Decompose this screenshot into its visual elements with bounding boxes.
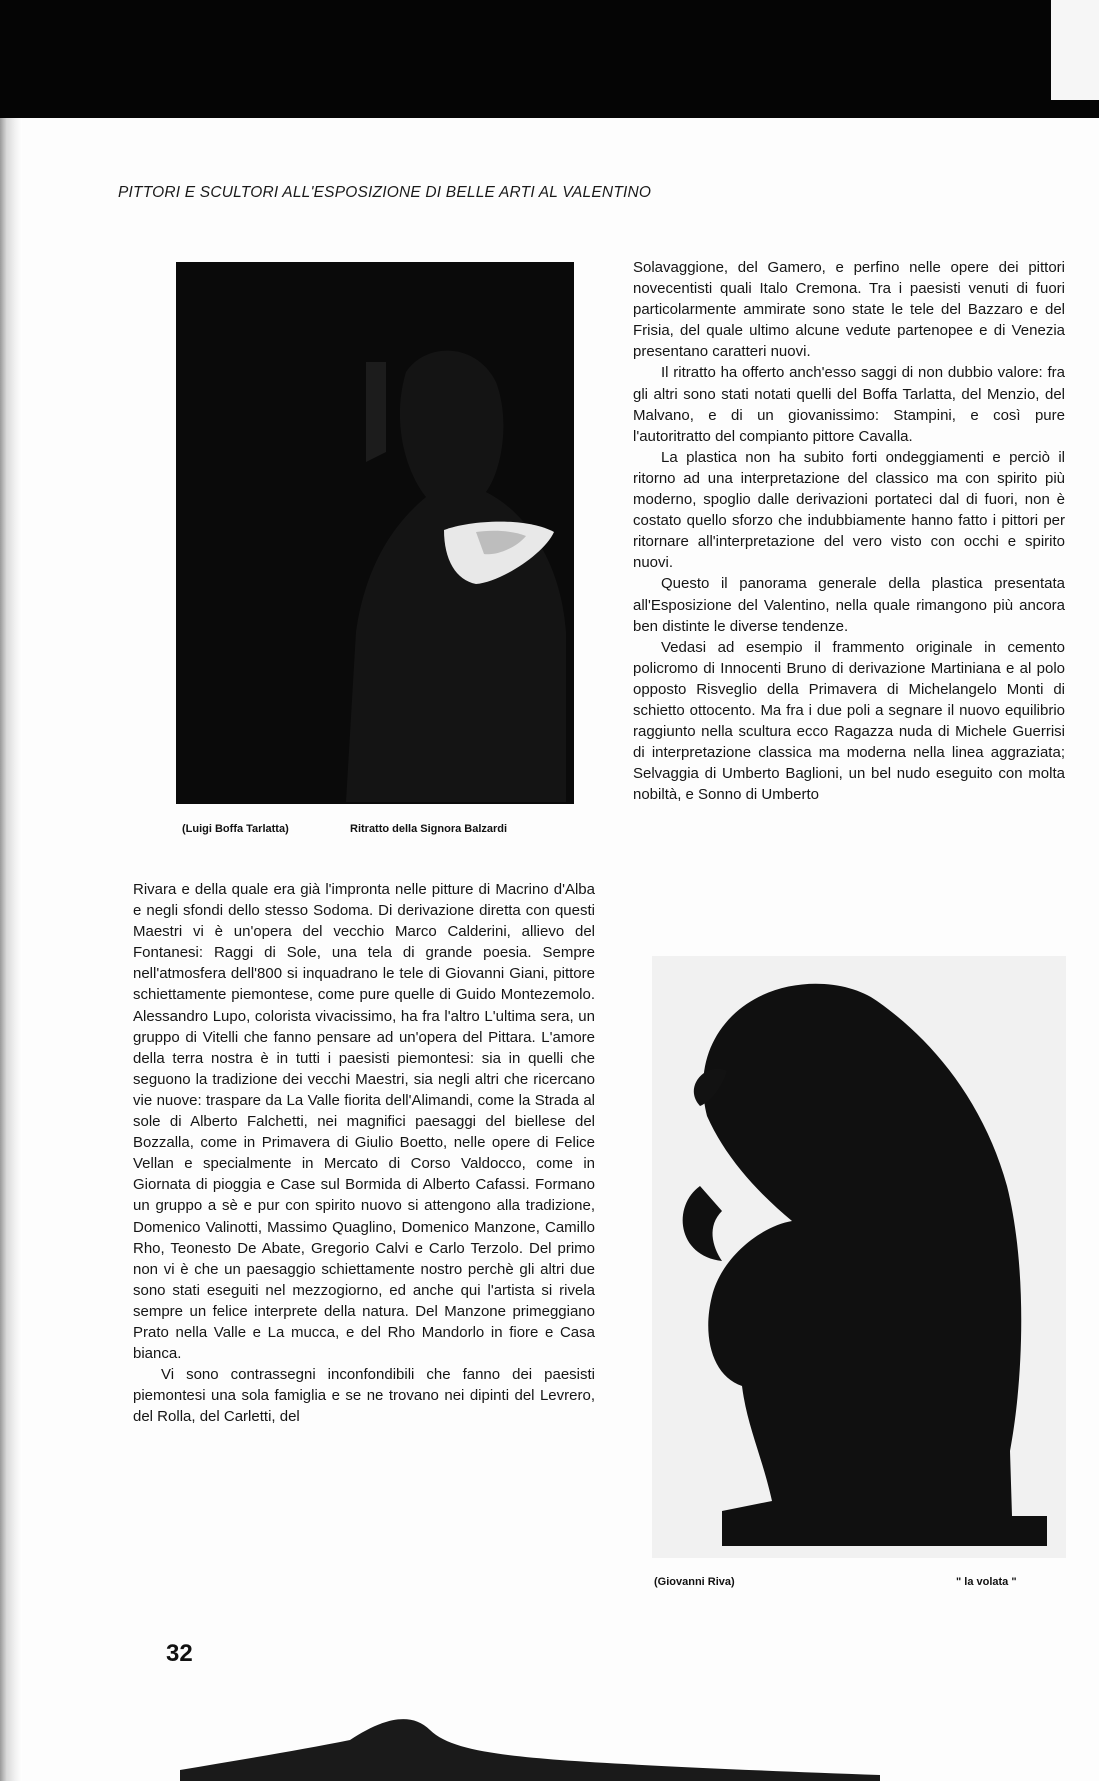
paragraph: Vi sono contrassegni inconfondibili che fanno dei paesisti piemontesi una sola famiglia e se ne trovano nei dipinti del Levrero, del Rolla, del Carletti, del xyxy=(133,1366,595,1426)
sculpture-figure-image xyxy=(652,956,1066,1558)
sculpture-caption-author: (Giovanni Riva) xyxy=(654,1576,735,1588)
paragraph: Vedasi ad esempio il frammento originale in cemento policromo di Innocenti Bruno di derivazione Martiniana e al polo opposto Risveglio della Primavera di Michelangelo Monti di schietto ottocento. Ma fra i due poli a segnare il nuovo equilibrio raggiunto nella scultura ecco Ragazza nuda di Michele Guerrisi di interpretazione classica ma moderna nella linea aggraziata; Selvaggia di Umberto Baglioni, un bel nudo eseguito con molta nobiltà, e Sonno di Umberto xyxy=(633,638,1065,804)
paragraph: La plastica non ha subito forti ondeggiamenti e perciò il ritorno ad una interpretazione del classico ma con spirito più moderno, spoglio dalle derivazioni portateci dal di fuori, non è costato quello sforzo che indubbiamente hanno fatto i pittori per ritornare all'interpretazione del vero visto con occhi e spirito nuovi. xyxy=(633,448,1065,572)
right-column-text xyxy=(633,257,1065,805)
portrait-caption-title: Ritratto della Signora Balzardi xyxy=(350,823,508,835)
paragraph: Il ritratto ha offerto anch'esso saggi di non dubbio valore: fra gli altri sono stati notati quelli del Boffa Tarlatta, del Menzio, del Malvano, e di un giovanissimo: Stampini, e così pure l'autoritratto del compianto pittore Cavalla. xyxy=(633,364,1065,445)
paragraph: Questo il panorama generale della plastica presentata all'Esposizione del Valentino, nella quale rimangono più ancora ben distinte le diverse tendenze. xyxy=(633,575,1065,635)
scanner-top-border xyxy=(0,0,1099,118)
paragraph: Solavaggione, del Gamero, e perfino nelle opere dei pittori novecentisti quali Italo Cremona. Tra i paesisti venuti di fuori particolarmente ammirate sono state le tele del Bazzaro e del Frisia, del quale ultimo alcune vedute partenopee e di Venezia presentano caratteri nuovi. xyxy=(633,259,1065,361)
running-title: PITTORI E SCULTORI ALL'ESPOSIZIONE DI BELLE ARTI AL VALENTINO xyxy=(118,184,652,201)
bottom-scan-shadow xyxy=(180,1700,880,1781)
page-number: 32 xyxy=(166,1640,193,1667)
portrait-caption-author: (Luigi Boffa Tarlatta) xyxy=(182,823,289,835)
portrait-figure-image xyxy=(326,332,566,802)
sculpture-photo xyxy=(652,956,1066,1558)
paragraph: Rivara e della quale era già l'impronta nelle pitture di Macrino d'Alba e negli sfondi dello stesso Sodoma. Di derivazione diretta con questi Maestri vi è un'opera del vecchio Marco Calderini, allievo del Fontanesi: Raggi di Sole, una tela di grande poesia. Sempre nell'atmosfera dell'800 si inquadrano le tele di Giovanni Giani, pittore schiettamente piemontese, come pure quelle di Guido Montezemolo. Alessandro Lupo, colorista vivacissimo, ha fra l'altro L'ultima sera, un gruppo di Vitelli che fanno pensare ad un'opera del Pittara. L'amore della terra nostra è in tutti i paesisti piemontesi: sia in quelli che seguono la tradizione dei vecchi Maestri, sia negli altri che ricercano vie nuove: traspare da La Valle fiorita dell'Alimandi, come la Strada al sole di Alberto Falchetti, nei magnifici paesaggi del biellese del Bozzalla, come in Primavera di Giulio Boetto, nelle opere di Felice Vellan e specialmente in Mercato di Corso Valdocco, come in Giornata di pioggia e Case sul Bormida di Alberto Cafassi. Formano un gruppo a sè e pur con spirito nuovo si attengono alla tradizione, Domenico Valinotti, Massimo Quaglino, Domenico Manzone, Camillo Rho, Teonesto De Abate, Gregorio Calvi e Carlo Terzolo. Del primo non vi è che un paesaggio schiettamente nostro perchè gli altri due sono stati eseguiti nel mezzogiorno, ed anche qui l'artista si rivela sempre un felice interprete della natura. Del Manzone primeggiano Prato nella Valle e La mucca, e del Rho Mandorlo in fiore e Casa bianca. xyxy=(133,881,595,1363)
page-gutter-shadow xyxy=(0,118,22,1781)
sculpture-caption-title: " la volata " xyxy=(956,1576,1017,1588)
scanner-corner xyxy=(1051,0,1099,100)
portrait-photo xyxy=(176,262,574,804)
left-column-text xyxy=(133,879,595,1427)
